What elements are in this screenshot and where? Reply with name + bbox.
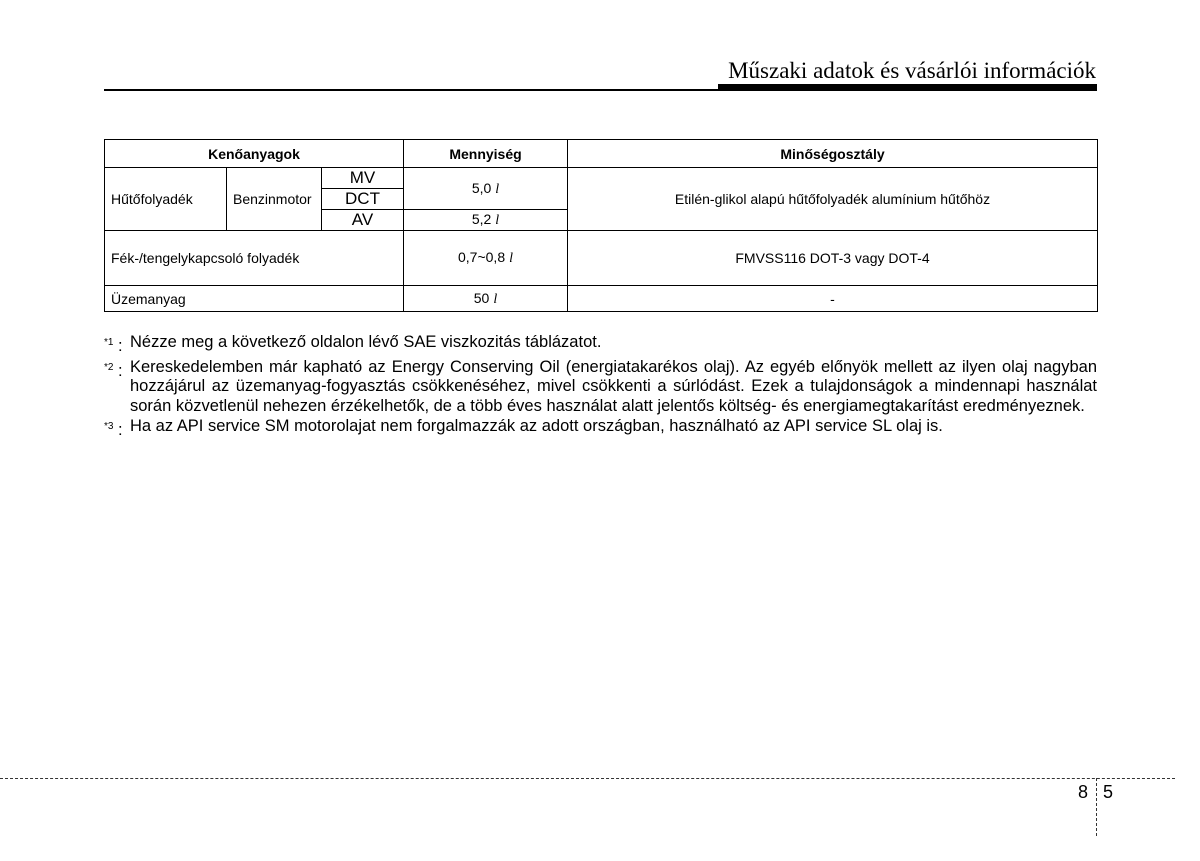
quantity-unit: l xyxy=(493,291,498,307)
quantity-value: 5,0 xyxy=(471,179,492,196)
footnote-marker: *3 xyxy=(104,421,114,432)
footer-dashed-rule xyxy=(0,778,1175,779)
table-row xyxy=(105,286,1098,312)
table-row xyxy=(105,168,1098,189)
column-header-quantity: Mennyiség xyxy=(404,140,568,168)
fuel-quantity xyxy=(404,286,568,312)
header-rule-accent xyxy=(718,84,1097,91)
footnote-2: $^{*2}$ : Kereskedelemben már kapható az Energy Conserving Oil (energiatakarékos olaj). Az egyéb előnyök mellett az ilyen olaj nagyban hozzájárul az üzemanyag-fogyasztás csökkenéséhez, mivel csökkenti a súrlódást. Ezek a tulajdonságok a mindennapi használat során közvetlenül nehezen érzékelhetők, de a több éves használat alatt jelentős költség- és energiamegtakarítást eredményeznek. xyxy=(104,357,1097,415)
lubricant-spec-table xyxy=(104,139,1098,312)
footnote-text: Nézze meg a következő oldalon lévő SAE viszkozitás táblázatot. xyxy=(130,333,602,351)
coolant-quantity-av xyxy=(404,210,568,231)
footnote-text: Ha az API service SM motorolajat nem forgalmazzák az adott országban, használható az API service SL olaj is. xyxy=(130,417,943,435)
coolant-label: Hűtőfolyadék xyxy=(105,168,227,231)
page-header-title: Műszaki adatok és vásárlói információk xyxy=(728,58,1096,83)
quantity-unit: l xyxy=(495,213,500,228)
footer-dashed-divider xyxy=(1096,778,1097,836)
brake-fluid-label: Fék-/tengelykapcsoló folyadék xyxy=(105,231,404,286)
variant-mv: MV xyxy=(322,168,404,189)
footnote-marker: *2 xyxy=(104,361,114,373)
footnotes xyxy=(104,333,1097,442)
table-header-row xyxy=(105,140,1098,168)
quantity-unit: l xyxy=(495,181,500,197)
footnote-1: $^{*1}$ : Nézze meg a következő oldalon lévő SAE viszkozitás táblázatot. xyxy=(104,333,1097,357)
column-header-quality: Minőségosztály xyxy=(568,140,1098,168)
column-header-lubricants: Kenőanyagok xyxy=(105,140,404,168)
engine-label: Benzinmotor xyxy=(227,168,322,231)
footnote-text: Kereskedelemben már kapható az Energy Conserving Oil (energiatakarékos olaj). Az egyéb előnyök mellett az ilyen olaj nagyban hozzájárul az üzemanyag-fogyasztás csökkenéséhez, mivel csökkenti a súrlódást. Ezek a tulajdonságok a mindennapi használat során közvetlenül nehezen érzékelhetők, de a több éves használat alatt jelentős költség- és energiamegtakarítást eredményeznek. xyxy=(130,357,1097,415)
quantity-value: 5,2 xyxy=(471,211,492,227)
variant-av: AV xyxy=(322,210,404,231)
footnote-marker: *1 xyxy=(104,337,114,348)
coolant-quantity-mv-dct xyxy=(404,168,568,210)
table-row xyxy=(105,231,1098,286)
footnote-3: $^{*3}$ : Ha az API service SM motorolajat nem forgalmazzák az adott országban, használható az API service SL olaj is. xyxy=(104,417,1097,441)
variant-dct: DCT xyxy=(322,189,404,210)
chapter-number: 8 xyxy=(1078,782,1089,802)
coolant-quality: Etilén-glikol alapú hűtőfolyadék alumínium hűtőhöz xyxy=(568,168,1098,231)
quantity-unit: l xyxy=(509,251,513,266)
brake-fluid-quality: FMVSS116 DOT-3 vagy DOT-4 xyxy=(568,231,1098,286)
quantity-value: 50 xyxy=(473,289,490,306)
quantity-value: 0,7~0,8 xyxy=(458,249,506,265)
fuel-label: Üzemanyag xyxy=(105,286,404,312)
brake-fluid-quantity xyxy=(404,231,568,286)
page-number: 5 xyxy=(1103,782,1114,802)
fuel-quality: - xyxy=(568,286,1098,312)
